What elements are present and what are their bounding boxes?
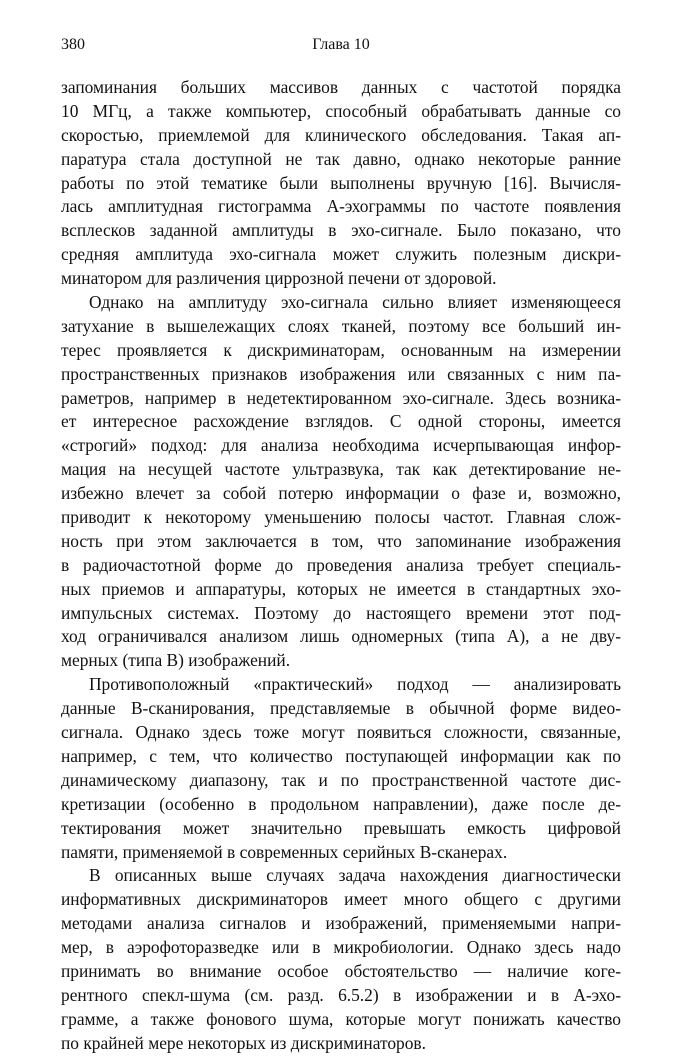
text-line: тектирования может значительно превышать емкость цифровой bbox=[61, 817, 621, 838]
text-line: средняя амплитуда эхо-сигнала может служить полезным дискри- bbox=[61, 244, 621, 265]
text-line: приводит к некоторому уменьшению полосы частот. Главная слож- bbox=[61, 507, 621, 528]
text-line: Противоположный «практический» подход — анализировать bbox=[89, 674, 621, 695]
text-line: кретизации (особенно в продольном направлении), даже после де- bbox=[61, 793, 621, 814]
text-line: ход ограничивался анализом лишь одномерных (типа А), а не дву- bbox=[61, 626, 621, 647]
text-line: избежно влечет за собой потерю информации о фазе и, возможно, bbox=[61, 483, 621, 504]
text-line: пространственных признаков изображения или связанных с ним па- bbox=[61, 363, 621, 384]
paragraph bbox=[61, 673, 621, 864]
page-header bbox=[61, 36, 621, 60]
text-line: импульсных системах. Поэтому до настоящего времени этот под- bbox=[61, 602, 621, 623]
text-line: 10 МГц, а также компьютер, способный обрабатывать данные со bbox=[61, 100, 621, 121]
text-line: грамме, а также фонового шума, которые могут понижать качество bbox=[61, 1008, 621, 1029]
text-line: информативных дискриминаторов имеет много общего с другими bbox=[61, 889, 621, 910]
text-line: мер, в аэрофоторазведке или в микробиологии. Однако здесь надо bbox=[61, 937, 621, 958]
text-line: сигнала. Однако здесь тоже могут появиться сложности, связанные, bbox=[61, 722, 621, 743]
text-line: раметров, например в недетектированном эхо-сигнале. Здесь возника- bbox=[61, 387, 621, 408]
chapter-title: Глава 10 bbox=[312, 36, 370, 53]
text-line: лась амплитудная гистограмма А-эхограммы по частоте появления bbox=[61, 196, 621, 217]
text-line: памяти, применяемой в современных серийных В-сканерах. bbox=[61, 841, 508, 862]
text-line: в радиочастотной форме до проведения анализа требует специаль- bbox=[61, 554, 621, 575]
body-text bbox=[61, 76, 621, 1056]
text-line: рентного спекл-шума (см. разд. 6.5.2) в изображении и в А-эхо- bbox=[61, 984, 621, 1005]
text-line: паратура стала доступной не так давно, однако некоторые ранние bbox=[61, 148, 621, 169]
text-line: запоминания больших массивов данных с частотой порядка bbox=[61, 77, 621, 97]
text-line: по крайней мере некоторых из дискриминаторов. bbox=[61, 1032, 426, 1053]
text-line: методами анализа сигналов и изображений, применяемыми напри- bbox=[61, 913, 621, 934]
text-line: ет интересное расхождение взглядов. С одной стороны, имеется bbox=[61, 411, 621, 432]
text-line: минатором для различения циррозной печени от здоровой. bbox=[61, 268, 497, 289]
text-line: мерных (типа В) изображений. bbox=[61, 650, 291, 671]
text-line: «строгий» подход: для анализа необходима исчерпывающая инфор- bbox=[61, 435, 621, 456]
text-line: принимать во внимание особое обстоятельство — наличие коге- bbox=[61, 960, 621, 981]
text-line: затухание в вышележащих слоях тканей, поэтому все больший ин- bbox=[61, 315, 621, 336]
text-line: скоростью, приемлемой для клинического обследования. Такая ап- bbox=[61, 124, 621, 145]
text-line: работы по этой тематике были выполнены вручную [16]. Вычисля- bbox=[61, 172, 621, 193]
text-line: В описанных выше случаях задача нахождения диагностически bbox=[89, 865, 621, 886]
paragraph bbox=[61, 864, 621, 1055]
text-line: Однако на амплитуду эхо-сигнала сильно влияет изменяющееся bbox=[89, 292, 621, 313]
page-number: 380 bbox=[61, 36, 85, 53]
text-line: ность при этом заключается в том, что запоминание изображения bbox=[61, 530, 621, 551]
text-line: мация на несущей частоте ультразвука, так как детектирование не- bbox=[61, 459, 621, 480]
text-line: динамическому диапазону, так и по пространственной частоте дис- bbox=[61, 769, 621, 790]
text-line: например, с тем, что количество поступающей информации как по bbox=[61, 745, 621, 766]
paragraph bbox=[61, 291, 621, 673]
paragraph bbox=[61, 76, 621, 291]
text-line: данные В-сканирования, представляемые в обычной форме видео- bbox=[61, 698, 621, 719]
text-line: всплесков заданной амплитуды в эхо-сигнале. Было показано, что bbox=[61, 220, 621, 241]
text-line: терес проявляется к дискриминаторам, основанным на измерении bbox=[61, 339, 621, 360]
text-line: ных приемов и аппаратуры, которых не имеется в стандартных эхо- bbox=[61, 578, 621, 599]
